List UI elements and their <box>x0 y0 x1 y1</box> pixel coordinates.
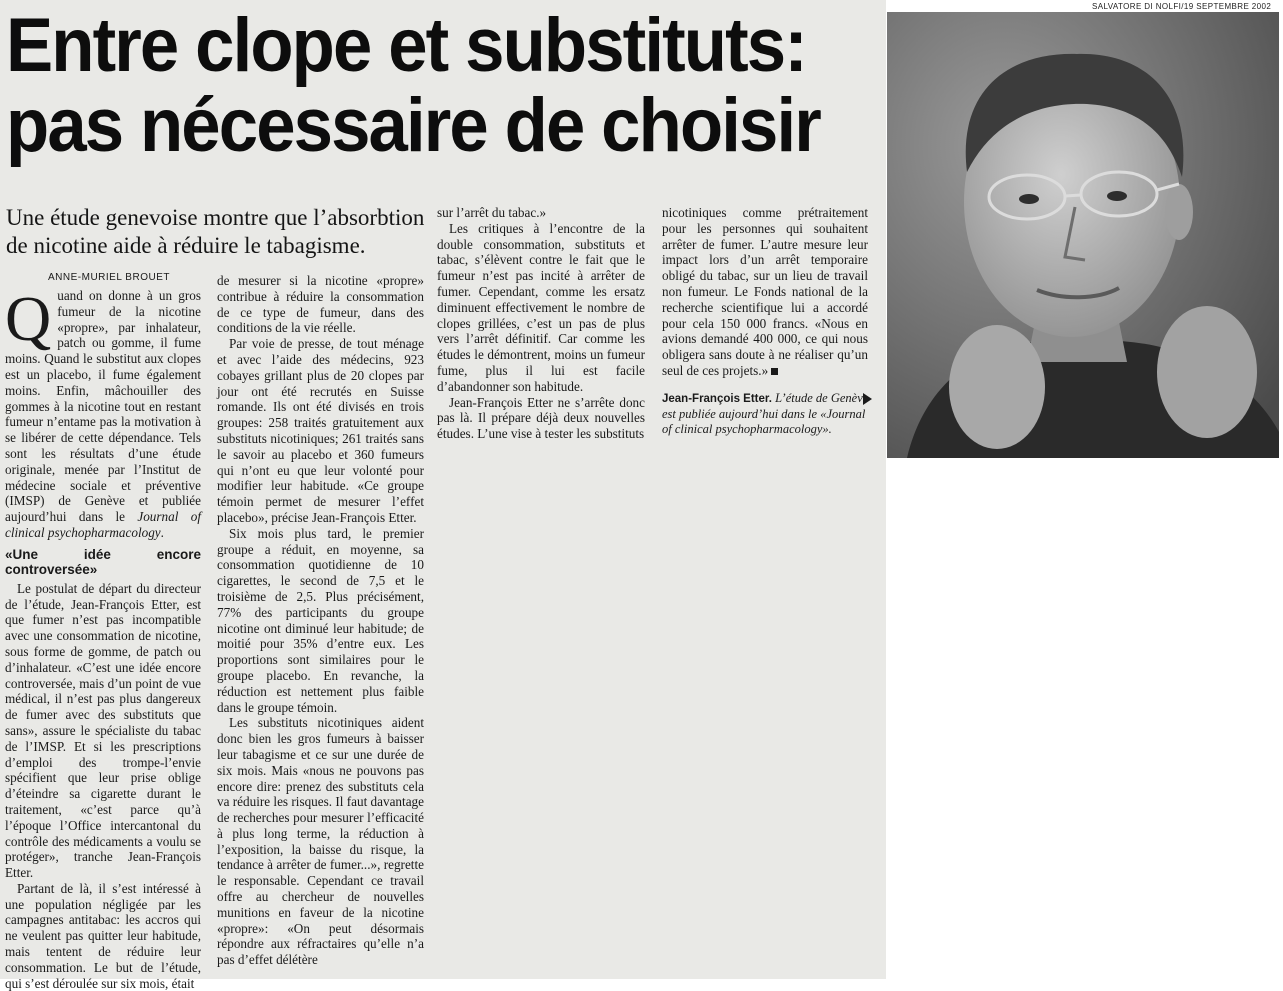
lead-paragraph: Quand on donne à un gros fumeur de la nicotine «propre», par inhalateur, patch ou gomme, il fume moins. Quand le substitut aux clopes est un placebo, il fume également moins. Enfin, mâchouiller des gommes à la nicotine tout en restant fumeur n’entame pas la motivation à se libérer de cette dépendance. Tels sont les résultats d’une étude originale, menée par l’Institut de médecine sociale et préventive (IMSP) de Genève et publiée aujourd’hui dans le Journal of clinical psychopharmacology. <box>5 283 201 540</box>
article-column-4 <box>662 205 868 379</box>
paragraph: nicotiniques comme prétraitement pour les personnes qui souhaitent arrêter de fumer. L’autre mesure leur impact lors d’un arrêt temporaire obligé du tabac, sur un lieu de travail non fumeur. Le Fonds national de la recherche scientifique lui a accordé pour cela 150 000 francs. «Nous en avions demandé 400 000, ce qui nous obligera sans doute à ne réaliser qu’un seul de ces projets.» <box>662 205 868 378</box>
article-column-3 <box>437 205 645 442</box>
paragraph: Le postulat de départ du directeur de l’étude, Jean-François Etter, est que fumer n’est pas incompatible avec une consommation de nicotine, sous forme de gomme, de patch ou d’inhalateur. «C’est une idée encore controversée, mais d’un point de vue médical, il n’est pas plus dangereux de fumer avec des substituts que sans», assure le spécialiste du tabac de l’IMSP. Et si les prescriptions d’emploi des trompe-l’envie spécifient que leur prise oblige d’éteindre sa cigarette durant le traitement, «c’est parce qu’à l’époque l’Office intercantonal du contrôle des médicaments a voulu se protéger», tranche Jean-François Etter. <box>5 580 201 881</box>
paragraph: Les critiques à l’encontre de la double consommation, substituts et tabac, s’élèvent contre le fait que le fumeur n’est pas incité à arrêter de fumer. Cependant, comme les ersatz diminuent effectivement le nombre de clopes grillées, c’est un pas de plus vers l’arrêt définitif. Car comme les études le démontrent, moins un fumeur fume, plus il lui est facile d’abandonner son habitude. <box>437 220 645 394</box>
article-column-2 <box>217 273 424 968</box>
deck-subtitle: Une étude genevoise montre que l’absorbtion de nicotine aide à réduire le tabagisme. <box>6 205 425 258</box>
portrait-illustration-icon <box>887 12 1279 458</box>
journal-title: Journal of clinical psychopharmacology <box>5 509 201 540</box>
section-subhead: «Une idée encore controversée» <box>5 546 201 577</box>
article-column-1 <box>5 283 201 991</box>
end-mark-icon <box>771 368 778 375</box>
paragraph: Par voie de presse, de tout ménage et avec l’aide des médecins, 923 cobayes grillant plus de 20 clopes par jour ont été recrutés en Suisse romande. Ils ont été divisés en trois groupes: 258 traités gratuitement aux substituts nicotiniques; 261 traités sans le savoir au placebo et 360 fumeurs qui n’ont eu que leur volonté pour modifier leur habitude. «Ce groupe témoin permet de mesurer l’effet placebo», précise Jean-François Etter. <box>217 336 424 525</box>
caption-name: Jean-François Etter. <box>662 393 772 405</box>
portrait-photo <box>887 12 1279 458</box>
paragraph: Partant de là, il s’est intéressé à une population négligée par les campagnes antitabac: les accros qui ne veulent pas quitter leur habitude, mais tentent de réduire leur consommation. Le but de l’étude, qui s’est déroulée sur six mois, était <box>5 880 201 991</box>
byline: ANNE-MURIEL BROUET <box>48 272 170 283</box>
paragraph: Jean-François Etter ne s’arrête donc pas là. Il prépare déjà deux nouvelles études. L’une vise à tester les substituts <box>437 394 645 442</box>
caption-text: L’étude de Genève est publiée aujourd’hui dans le «Journal of clinical psychopharmacology». <box>662 391 869 436</box>
headline <box>6 3 820 168</box>
caption-arrow-icon <box>863 393 872 405</box>
photo-caption <box>662 391 872 437</box>
drop-cap: Q <box>5 283 52 354</box>
paragraph: Les substituts nicotiniques aident donc bien les gros fumeurs à baisser leur tabagisme et ce sur une durée de six mois. Mais «nous ne pouvons pas encore dire: prenez des substituts cela va réduire les risques. Il faut davantage de recherches pour mesurer l’efficacité à plus long terme, la réduction à l’exposition, la baisse du risque, la tendance à arrêter de fumer...», regrette le responsable. Cependant ce travail offre au chercheur de nouvelles munitions en faveur de la nicotine «propre»: «On peut désormais répondre aux réfractaires qu’elle n’a pas d’effet délétère <box>217 715 424 968</box>
paragraph: Six mois plus tard, le premier groupe a réduit, en moyenne, sa consommation quotidienne de 10 cigarettes, le second de 7,5 et le troisième de 2,5. Plus précisément, 77% des participants du groupe nicotine ont diminué leur habitude; de moitié pour 35% d’entre eux. Les proportions sont similaires pour le groupe placebo. En revanche, la réduction est nettement plus faible dans le groupe témoin. <box>217 525 424 715</box>
headline-line-2: pas nécessaire de choisir <box>6 83 820 168</box>
paragraph: de mesurer si la nicotine «propre» contribue à réduire la consommation de ce type de fumeur, dans des conditions de la vie réelle. <box>217 273 424 336</box>
paragraph: sur l’arrêt du tabac.» <box>437 205 547 220</box>
photo-credit: SALVATORE DI NOLFI/19 SEPTEMBRE 2002 <box>1092 2 1272 11</box>
headline-line-1: Entre clope et substituts: <box>6 3 806 88</box>
